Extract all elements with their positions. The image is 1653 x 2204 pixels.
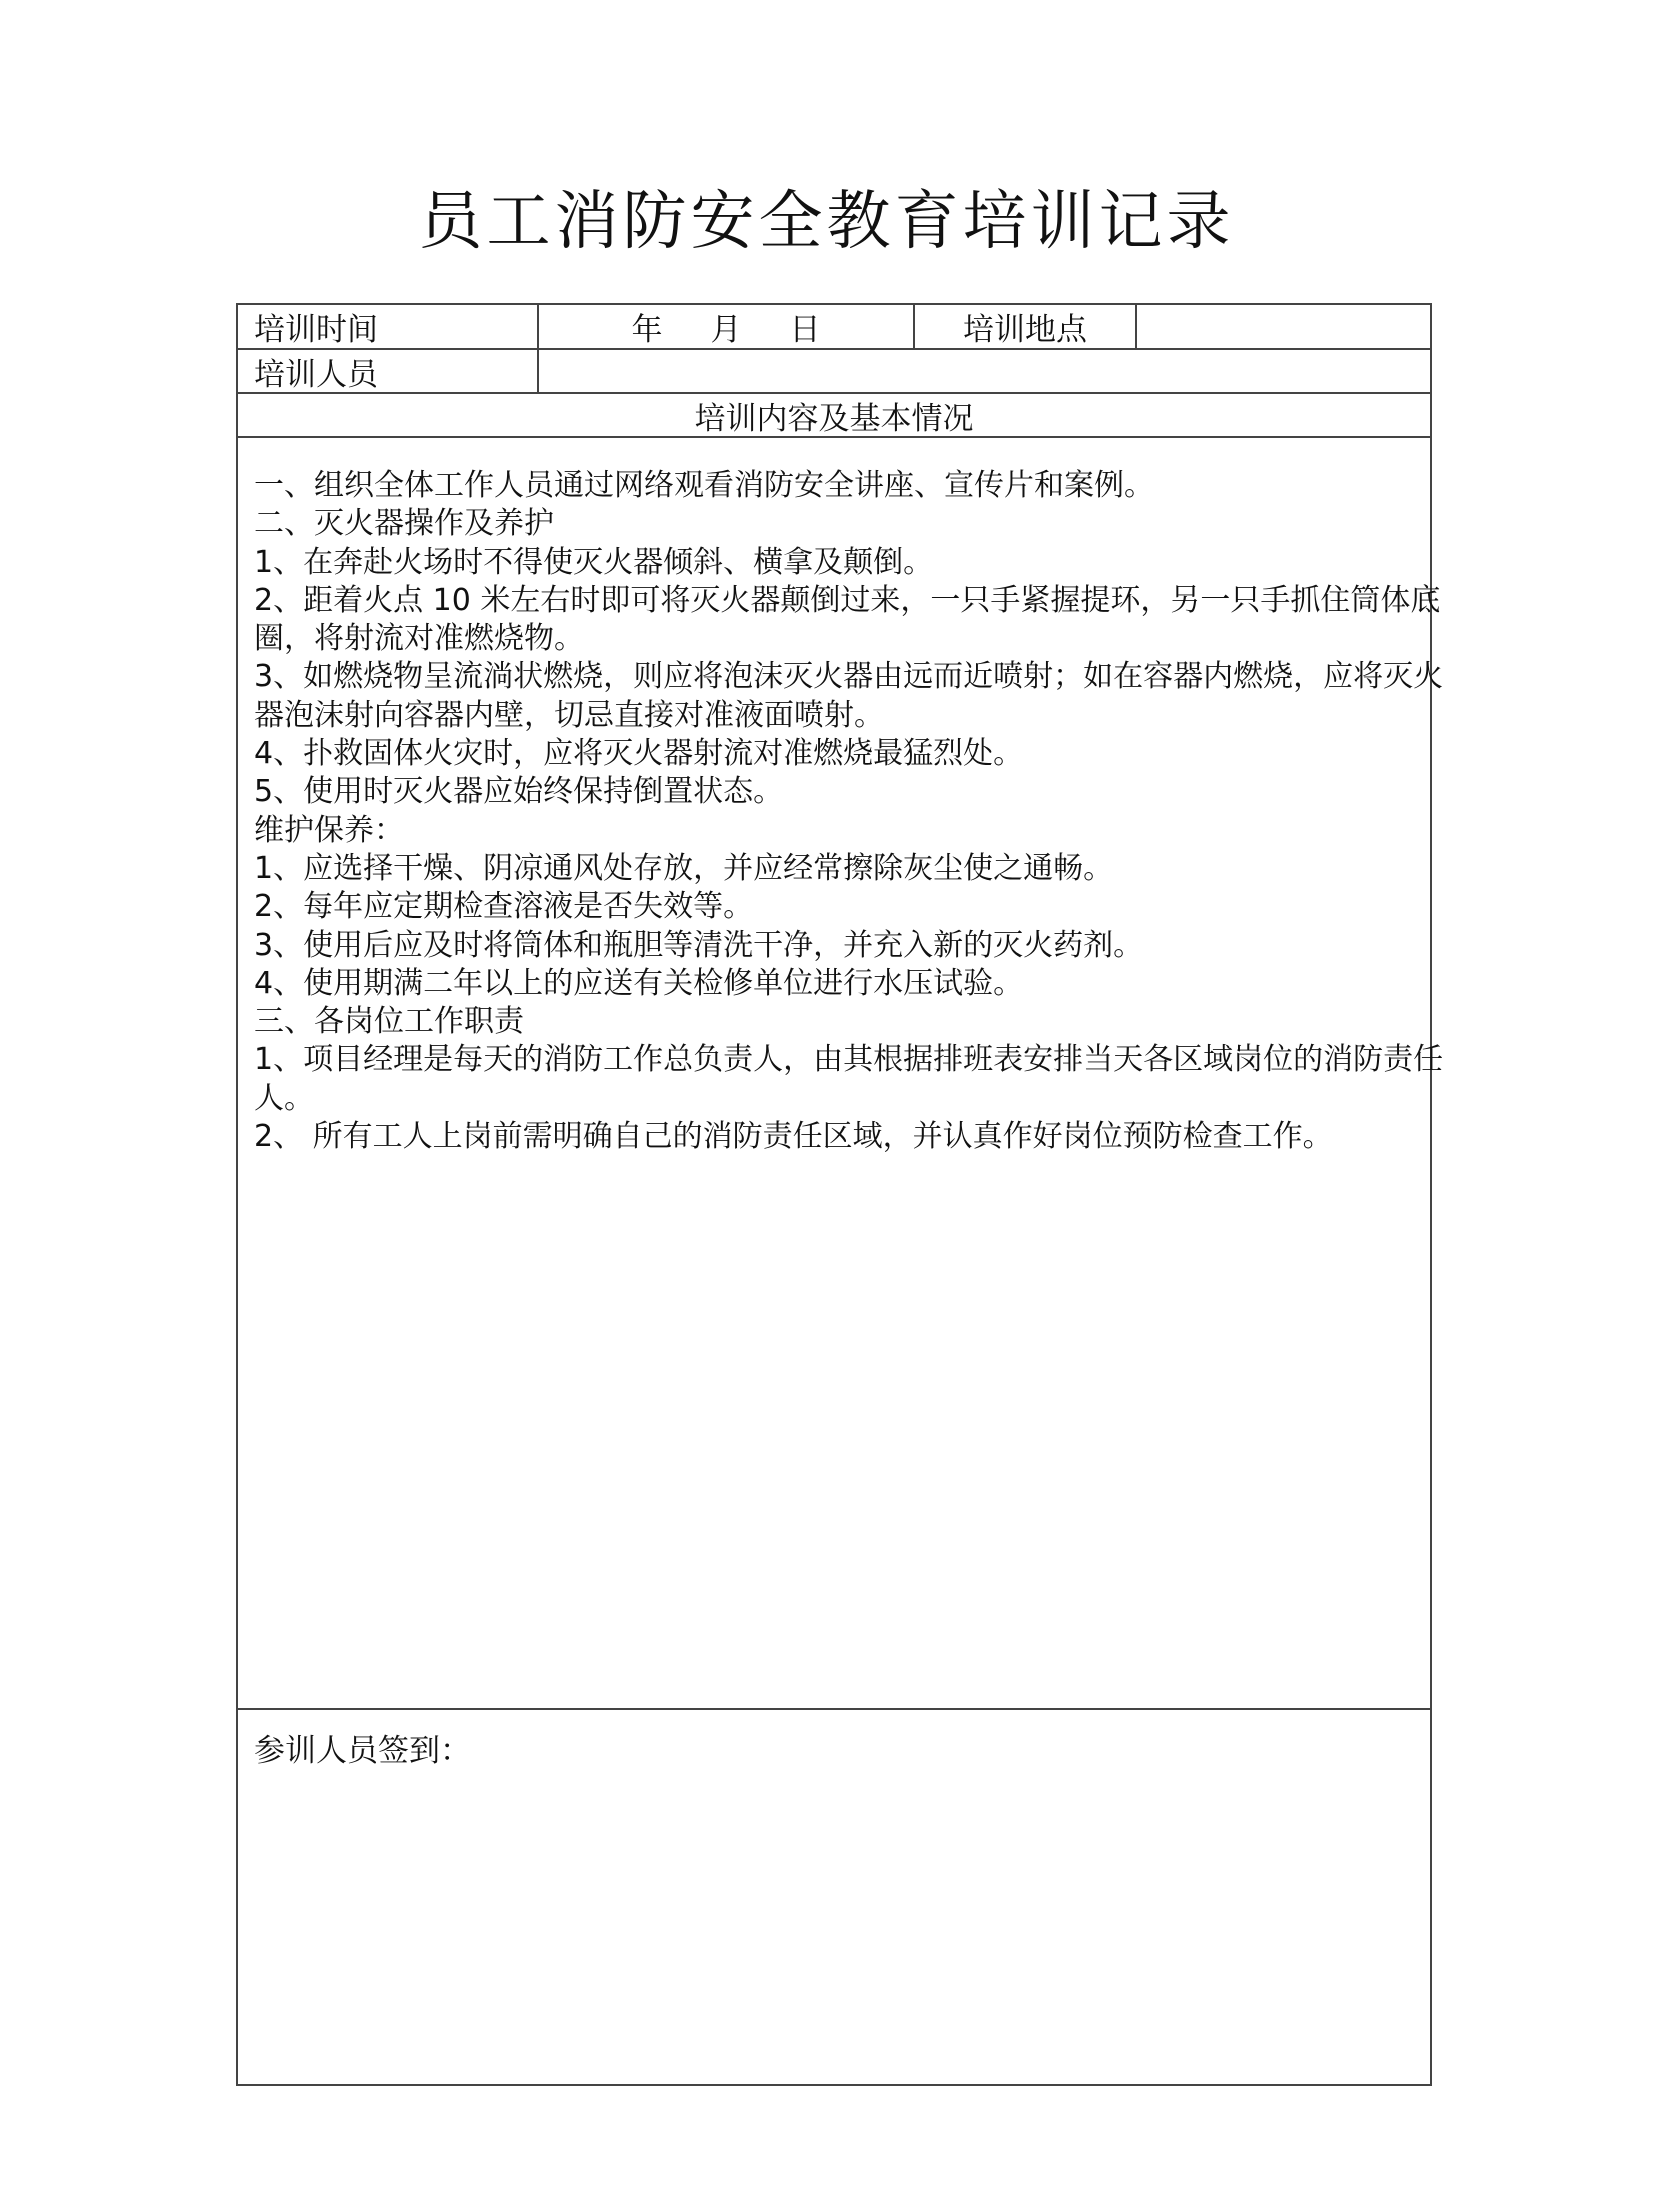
content-line: 器泡沫射向容器内壁，切忌直接对准液面喷射。 [254, 697, 884, 733]
content-line: 维护保养： [254, 812, 404, 848]
content-line: 1、项目经理是每天的消防工作总负责人，由其根据排班表安排当天各区域岗位的消防责任 [254, 1042, 1444, 1078]
content-line: 1、在奔赴火场时不得使灭火器倾斜、横拿及颠倒。 [254, 544, 934, 580]
content-line: 2、距着火点 10 米左右时即可将灭火器颠倒过来，一只手紧握提环，另一只手抓住筒体底 [254, 582, 1441, 618]
section-title: 培训内容及基本情况 [694, 400, 974, 437]
row-section-title [238, 394, 1430, 438]
training-content [238, 438, 1444, 1710]
location-field[interactable] [1135, 305, 1430, 348]
content-line: 人。 [254, 1080, 314, 1116]
content-line: 5、使用时灭火器应始终保持倒置状态。 [254, 774, 784, 810]
content-line: 1、应选择干燥、阴凉通风处存放，并应经常擦除灰尘使之通畅。 [254, 850, 1114, 886]
content-line: 一、组织全体工作人员通过网络观看消防安全讲座、宣传片和案例。 [254, 468, 1154, 503]
content-line: 2、每年应定期检查溶液是否失效等。 [254, 889, 754, 925]
date-field[interactable] [537, 305, 913, 348]
row-time-location [238, 305, 1430, 350]
time-label: 培训时间 [254, 312, 378, 348]
content-line: 3、使用后应及时将筒体和瓶胆等清洗干净，并充入新的灭火药剂。 [254, 927, 1144, 963]
document-title: 员工消防安全教育培训记录 [418, 185, 1235, 259]
date-year: 年 [631, 312, 663, 348]
staff-label: 培训人员 [254, 356, 378, 393]
date-month: 月 [710, 312, 742, 348]
content-line: 4、扑救固体火灾时，应将灭火器射流对准燃烧最猛烈处。 [254, 736, 1024, 772]
content-line: 3、如燃烧物呈流淌状燃烧，则应将泡沫灭火器由远而近喷射；如在容器内燃烧，应将灭火 [254, 659, 1444, 695]
row-staff [238, 350, 1430, 394]
location-label: 培训地点 [913, 305, 1135, 348]
content-line: 二、灭火器操作及养护 [254, 506, 554, 542]
content-line: 圈，将射流对准燃烧物。 [254, 621, 584, 657]
training-record-table [236, 303, 1444, 2086]
date-day: 日 [789, 312, 821, 348]
sign-in-label: 参训人员签到： [254, 1733, 471, 1769]
content-line: 4、使用期满二年以上的应送有关检修单位进行水压试验。 [254, 965, 1024, 1001]
content-line: 2、 所有工人上岗前需明确自己的消防责任区域，并认真作好岗位预防检查工作。 [254, 1119, 1333, 1155]
staff-field[interactable] [537, 350, 1430, 392]
content-line: 三、各岗位工作职责 [254, 1004, 524, 1040]
